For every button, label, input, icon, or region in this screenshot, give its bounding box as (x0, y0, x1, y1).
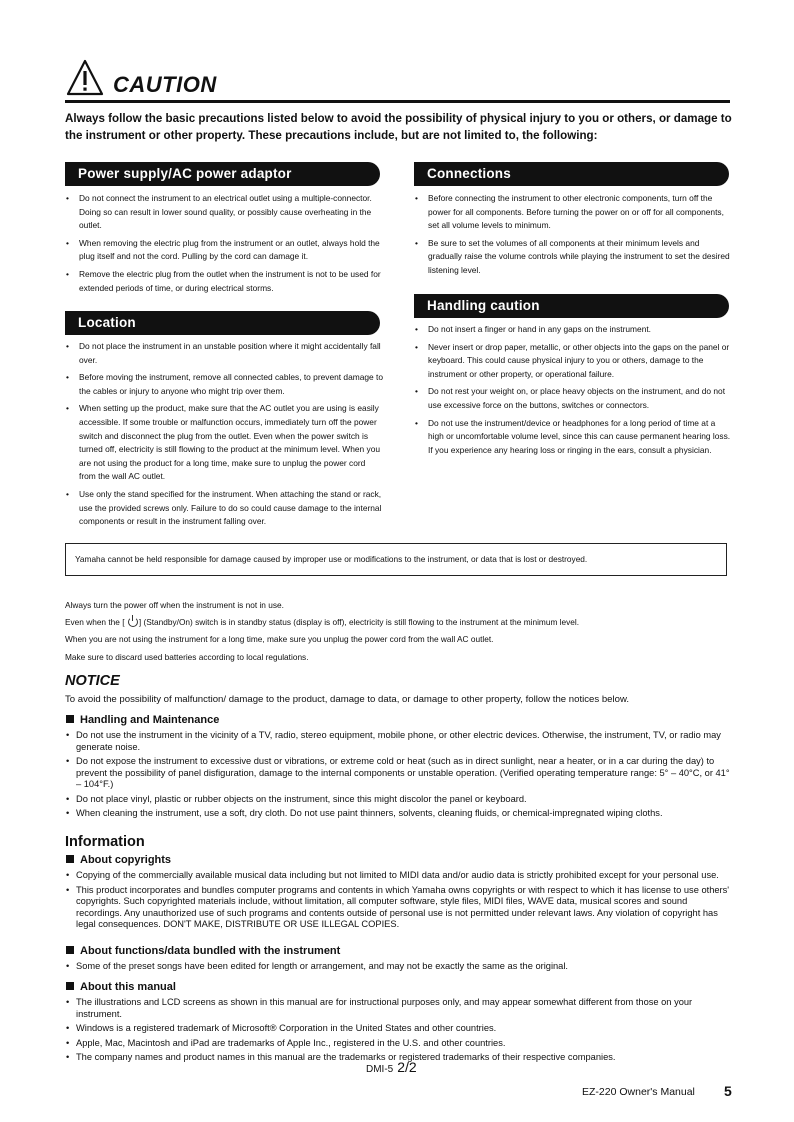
list-item: • Use only the stand specified for the instrument. When attaching the stand or rack, use the provided screws only. Failure to do so could cause damage to the internal components or result in the instrument falling over. (65, 488, 383, 529)
notice-list (65, 730, 731, 823)
handling-caution-list (414, 323, 732, 461)
list-item: • Do not expose the instrument to excessive dust or vibrations, or extreme cold or heat (such as in direct sunlight, near a heater, or in a car during the day) to prevent the possibility of panel disfiguration, damage to the internal components or unstable operation. (Verified operating temperature range: 5° – 40°C, or 41° – 104°F.) (65, 756, 731, 791)
square-bullet-icon (66, 982, 74, 990)
copyrights-list (65, 870, 731, 934)
note-line-end: ] (Standby/On) switch is in standby status (display is off), electricity is still flowing to the instrument at the minimum level. (138, 617, 580, 628)
list-item: • Do not connect the instrument to an electrical outlet using a multiple-connector. Doing so can result in lower sound quality, or possibly cause overheating in the outlet. (65, 192, 383, 233)
disclaimer-box (65, 543, 727, 576)
list-item: • Be sure to set the volumes of all components at their minimum levels and gradually raise the volume controls while playing the instrument to set the desired listening level. (414, 237, 732, 278)
section-header-location: Location (65, 311, 380, 335)
subheading-about-manual (65, 981, 176, 993)
note-line (65, 614, 725, 631)
list-item: • The illustrations and LCD screens as shown in this manual are for instructional purposes only, and may appear somewhat different from those on your instrument. (65, 997, 731, 1020)
list-item: • When setting up the product, make sure that the AC outlet you are using is easily accessible. If some trouble or malfunction occurs, immediately turn off the power switch and disconnect the plug from the outlet. Even when the power switch is turned off, electricity is still flowing to the product at the minimum level. When you are not using the product for a long time, make sure to unplug the power cord from the wall AC outlet. (65, 402, 383, 484)
subheading-text: About this manual (80, 981, 176, 993)
list-item: • Do not insert a finger or hand in any gaps on the instrument. (414, 323, 732, 337)
list-item: • Windows is a registered trademark of Microsoft® Corporation in the United States and other countries. (65, 1023, 731, 1035)
list-item: • Do not use the instrument in the vicinity of a TV, radio, stereo equipment, mobile phone, or other electric devices. Otherwise, the instrument, TV, or radio may generate noise. (65, 730, 731, 753)
manual-list (65, 997, 731, 1067)
list-item: • Do not rest your weight on, or place heavy objects on the instrument, and do not use excessive force on the buttons, switches or connectors. (414, 385, 732, 412)
subheading-text: Handling and Maintenance (80, 714, 220, 726)
square-bullet-icon (66, 946, 74, 954)
notice-title: NOTICE (65, 673, 120, 689)
disclaimer-text: Yamaha cannot be held responsible for damage caused by improper use or modifications to the instrument, or data that is lost or destroyed. (75, 554, 588, 564)
list-item: • Do not place vinyl, plastic or rubber objects on the instrument, since this might discolor the panel or keyboard. (65, 794, 731, 806)
caution-header (65, 58, 730, 102)
list-item: • The company names and product names in this manual are the trademarks or registered trademarks of their respective companies. (65, 1052, 731, 1064)
subheading-about-functions (65, 945, 340, 957)
footer-manual-title: EZ-220 Owner's Manual (582, 1086, 695, 1098)
list-item: • Copying of the commercially available musical data including but not limited to MIDI data and/or audio data is strictly prohibited except for your personal use. (65, 870, 731, 882)
section-header-power-supply: Power supply/AC power adaptor (65, 162, 380, 186)
list-item: • Never insert or drop paper, metallic, or other objects into the gaps on the panel or keyboard. This could cause physical injury to you or others, damage to the instrument or other property, or operational failure. (414, 341, 732, 382)
list-item: • Some of the preset songs have been edited for length or arrangement, and may not be exactly the same as the original. (65, 961, 731, 973)
list-item: • When cleaning the instrument, use a soft, dry cloth. Do not use paint thinners, solvents, cleaning fluids, or chemical-impregnated wiping cloths. (65, 808, 731, 820)
section-header-handling-caution: Handling caution (414, 294, 729, 318)
location-list (65, 340, 383, 533)
subheading-text: About copyrights (80, 854, 172, 866)
list-item: • Do not place the instrument in an unstable position where it might accidentally fall over. (65, 340, 383, 367)
note-line-start: Even when the [ (65, 617, 125, 628)
caution-title: CAUTION (113, 72, 217, 97)
list-item: • This product incorporates and bundles computer programs and contents in which Yamaha owns copyrights or with respect to which it has license to use others' copyrights. Such copyrighted materials include, without limitation, all computer software, style files, MIDI files, WAVE data, musical scores and sound recordings. Any unauthorized use of such programs and contents outside of personal use is not permitted under relevant laws. Any violation of copyright has legal consequences. DON'T MAKE, DISTRIBUTE OR USE ILLEGAL COPIES. (65, 885, 731, 931)
list-item: • Do not use the instrument/device or headphones for a long period of time at a high or uncomfortable volume level, since this can cause permanent hearing loss. If you experience any hearing loss or ringing in the ears, consult a physician. (414, 417, 732, 458)
square-bullet-icon (66, 855, 74, 863)
subheading-handling-maintenance (65, 714, 219, 726)
notice-intro: To avoid the possibility of malfunction/ damage to the product, damage to data, or damage to other property, follow the notices below. (65, 694, 630, 705)
list-item: • Before moving the instrument, remove all connected cables, to prevent damage to the cables or injury to anyone who might trip over them. (65, 371, 383, 398)
functions-list (65, 961, 731, 976)
subheading-about-copyrights (65, 854, 171, 866)
square-bullet-icon (66, 715, 74, 723)
dmi-page: 2/2 (397, 1059, 417, 1075)
note-line: Make sure to discard used batteries according to local regulations. (65, 651, 309, 662)
warning-triangle-icon (65, 58, 105, 98)
subheading-text: About functions/data bundled with the instrument (80, 945, 341, 957)
caution-intro: Always follow the basic precautions listed below to avoid the possibility of physical injury to you or others, or damage to the instrument or other property. These precautions include, but are not limited to, the following: (65, 112, 732, 142)
dmi-code-label: DMI-5 (366, 1064, 394, 1075)
standby-on-icon (128, 617, 138, 627)
information-title: Information (65, 834, 145, 850)
caution-rule (65, 100, 730, 103)
connections-list (414, 192, 732, 282)
power-supply-list (65, 192, 383, 299)
dmi-code (366, 1059, 417, 1075)
page-number: 5 (724, 1083, 732, 1099)
list-item: • Remove the electric plug from the outlet when the instrument is not to be used for extended periods of time, or during electrical storms. (65, 268, 383, 295)
list-item: • Apple, Mac, Macintosh and iPad are trademarks of Apple Inc., registered in the U.S. and other countries. (65, 1038, 731, 1050)
power-notes (65, 597, 725, 666)
list-item: • When removing the electric plug from the instrument or an outlet, always hold the plug itself and not the cord. Pulling by the cord can damage it. (65, 237, 383, 264)
note-line: Always turn the power off when the instrument is not in use. (65, 600, 284, 610)
section-header-connections: Connections (414, 162, 729, 186)
note-line: When you are not using the instrument for a long time, make sure you unplug the power cord from the wall AC outlet. (65, 634, 494, 645)
list-item: • Before connecting the instrument to other electronic components, turn off the power for all components. Before turning the power on or off for all components, set all volume levels to minimum. (414, 192, 732, 233)
